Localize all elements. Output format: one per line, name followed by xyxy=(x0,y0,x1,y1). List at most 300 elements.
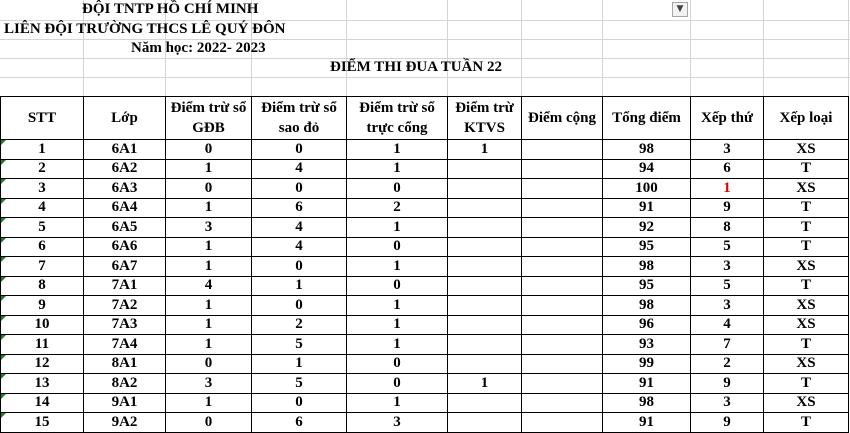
error-marker-icon xyxy=(1,394,6,399)
cell-value: 1 xyxy=(393,257,401,274)
table-cell[interactable] xyxy=(84,237,166,257)
table-cell[interactable] xyxy=(252,315,347,335)
table-row xyxy=(1,276,849,296)
cell-value: 4 xyxy=(204,277,213,294)
table-cell[interactable] xyxy=(84,315,166,335)
cell-value: T xyxy=(800,160,811,177)
table-cell[interactable] xyxy=(84,374,166,394)
cell-value: 8 xyxy=(723,218,731,235)
table-cell[interactable] xyxy=(764,198,849,218)
cell-value: 100 xyxy=(635,179,658,196)
table-cell[interactable] xyxy=(764,140,849,160)
cell-value: 98 xyxy=(639,296,654,313)
table-cell[interactable] xyxy=(603,237,691,257)
table-cell[interactable] xyxy=(166,237,252,257)
table-cell[interactable] xyxy=(252,354,347,374)
table-cell[interactable] xyxy=(522,335,603,355)
table-cell[interactable] xyxy=(764,159,849,179)
table-cell[interactable] xyxy=(448,276,522,296)
column-header-class[interactable]: Lớp xyxy=(84,97,166,140)
table-cell[interactable] xyxy=(691,140,764,160)
table-cell[interactable] xyxy=(764,296,849,316)
table-cell[interactable] xyxy=(448,315,522,335)
cell-value: 95 xyxy=(639,277,654,294)
table-cell[interactable] xyxy=(603,140,691,160)
table-cell[interactable] xyxy=(691,159,764,179)
table-cell[interactable] xyxy=(84,179,166,199)
cell-value: 91 xyxy=(639,199,654,216)
table-cell[interactable] xyxy=(603,179,691,199)
table-cell[interactable] xyxy=(166,198,252,218)
table-cell[interactable] xyxy=(691,198,764,218)
cell-value: 4 xyxy=(295,238,303,255)
cell-value: 3 xyxy=(723,257,731,274)
cell-value: 13 xyxy=(34,374,50,391)
table-cell[interactable] xyxy=(252,237,347,257)
table-cell[interactable] xyxy=(603,393,691,413)
table-cell[interactable] xyxy=(522,413,603,433)
table-cell[interactable] xyxy=(84,393,166,413)
error-marker-icon xyxy=(1,257,6,262)
table-cell[interactable] xyxy=(252,393,347,413)
cell-value: T xyxy=(800,374,811,391)
cell-value: 3 xyxy=(723,394,731,411)
table-cell[interactable] xyxy=(764,237,849,257)
table-cell[interactable] xyxy=(691,413,764,433)
table-cell[interactable] xyxy=(522,354,603,374)
error-marker-icon xyxy=(1,277,6,282)
table-cell[interactable] xyxy=(252,296,347,316)
table-cell[interactable] xyxy=(522,393,603,413)
table-cell[interactable] xyxy=(347,296,448,316)
cell-value: 4 xyxy=(38,199,46,216)
table-cell[interactable] xyxy=(522,198,603,218)
table-cell[interactable] xyxy=(84,257,166,277)
table-cell[interactable] xyxy=(84,140,166,160)
cell-value: 1 xyxy=(204,296,213,313)
table-cell[interactable] xyxy=(347,413,448,433)
table-row xyxy=(1,159,849,179)
cell-value: T xyxy=(800,277,811,294)
table-cell[interactable] xyxy=(448,296,522,316)
cell-value: 7A1 xyxy=(111,277,138,294)
table-cell[interactable] xyxy=(252,335,347,355)
table-cell[interactable] xyxy=(522,218,603,238)
cell-value: 2 xyxy=(38,160,46,177)
table-row xyxy=(1,413,849,433)
cell-value: 1 xyxy=(204,199,213,216)
table-cell[interactable] xyxy=(252,198,347,218)
table-cell[interactable] xyxy=(448,257,522,277)
table-cell[interactable] xyxy=(603,374,691,394)
gridline xyxy=(763,0,764,96)
cell-value: 7 xyxy=(38,257,46,274)
cell-value: 6 xyxy=(295,413,303,430)
table-row xyxy=(1,296,849,316)
cell-value: 1 xyxy=(38,140,46,157)
cell-value: 6A3 xyxy=(111,179,138,196)
table-cell[interactable] xyxy=(252,257,347,277)
cell-value: 9 xyxy=(723,374,731,391)
cell-value: 0 xyxy=(295,140,303,157)
table-cell[interactable] xyxy=(522,315,603,335)
cell-value: 1 xyxy=(204,160,213,177)
table-cell[interactable] xyxy=(764,393,849,413)
table-cell[interactable] xyxy=(603,315,691,335)
table-cell[interactable] xyxy=(347,159,448,179)
column-header-gdb[interactable]: Điểm trừ sổ GĐB xyxy=(166,97,252,140)
table-cell[interactable] xyxy=(691,218,764,238)
table-cell[interactable] xyxy=(252,276,347,296)
table-cell[interactable] xyxy=(84,276,166,296)
cell-value: 1 xyxy=(393,160,401,177)
table-cell[interactable] xyxy=(1,413,84,433)
column-header-diem-cong[interactable]: Điểm cộng xyxy=(522,97,603,140)
table-cell[interactable] xyxy=(166,276,252,296)
cell-value: 6A2 xyxy=(111,160,138,177)
cell-value: T xyxy=(800,335,811,352)
table-cell[interactable] xyxy=(347,393,448,413)
table-cell[interactable] xyxy=(1,198,84,218)
cell-value: 1 xyxy=(480,140,489,157)
table-cell[interactable] xyxy=(347,198,448,218)
column-header-ktvs[interactable]: Điểm trừ KTVS xyxy=(448,97,522,140)
school-name: LIÊN ĐỘI TRƯỜNG THCS LÊ QUÝ ĐÔN xyxy=(4,21,286,37)
table-cell[interactable] xyxy=(448,335,522,355)
table-cell[interactable] xyxy=(1,393,84,413)
table-cell[interactable] xyxy=(252,140,347,160)
cell-value: 1 xyxy=(204,257,213,274)
gridline xyxy=(0,39,850,40)
table-cell[interactable] xyxy=(84,218,166,238)
table-cell[interactable] xyxy=(603,218,691,238)
table-cell[interactable] xyxy=(166,218,252,238)
table-cell[interactable] xyxy=(764,218,849,238)
table-cell[interactable] xyxy=(166,296,252,316)
cell-value: 99 xyxy=(639,355,654,372)
table-cell[interactable] xyxy=(764,276,849,296)
table-cell[interactable] xyxy=(522,296,603,316)
cell-value: T xyxy=(800,218,811,235)
table-cell[interactable] xyxy=(448,218,522,238)
filter-dropdown-button[interactable] xyxy=(672,2,688,17)
table-cell[interactable] xyxy=(1,354,84,374)
cell-value: 0 xyxy=(393,355,401,372)
cell-value: 12 xyxy=(34,355,50,372)
column-header-truc-cong[interactable]: Điểm trừ sổ trực cổng xyxy=(347,97,448,140)
cell-value: 98 xyxy=(639,394,654,411)
cell-value: 92 xyxy=(639,218,654,235)
table-cell[interactable] xyxy=(764,374,849,394)
cell-value: 9A1 xyxy=(111,394,138,411)
chevron-down-icon: ▼ xyxy=(676,4,684,14)
table-cell[interactable] xyxy=(347,257,448,277)
cell-value: 14 xyxy=(34,394,50,411)
table-row xyxy=(1,374,849,394)
gridline xyxy=(602,0,603,96)
table-cell[interactable] xyxy=(347,315,448,335)
table-cell[interactable] xyxy=(347,335,448,355)
gridline xyxy=(521,0,522,96)
table-cell[interactable] xyxy=(448,413,522,433)
cell-value: 6A6 xyxy=(111,238,138,255)
cell-value: 3 xyxy=(204,218,213,235)
cell-value: 0 xyxy=(393,374,401,391)
table-cell[interactable] xyxy=(252,413,347,433)
table-cell[interactable] xyxy=(603,276,691,296)
table-cell[interactable] xyxy=(1,335,84,355)
table-cell[interactable] xyxy=(347,218,448,238)
cell-value: T xyxy=(800,413,811,430)
error-marker-icon xyxy=(1,355,6,360)
table-cell[interactable] xyxy=(764,354,849,374)
table-cell[interactable] xyxy=(448,393,522,413)
table-cell[interactable] xyxy=(603,335,691,355)
cell-value: 96 xyxy=(639,316,654,333)
table-cell[interactable] xyxy=(691,237,764,257)
cell-value: XS xyxy=(796,394,816,411)
cell-value: 0 xyxy=(204,413,213,430)
table-row xyxy=(1,335,849,355)
table-cell[interactable] xyxy=(1,296,84,316)
table-cell[interactable] xyxy=(1,374,84,394)
table-cell[interactable] xyxy=(84,198,166,218)
table-row xyxy=(1,218,849,238)
cell-value: 6A4 xyxy=(111,199,138,216)
table-cell[interactable] xyxy=(252,218,347,238)
table-cell[interactable] xyxy=(691,354,764,374)
cell-value: 8A2 xyxy=(111,374,138,391)
cell-value: 7A4 xyxy=(111,335,138,352)
table-cell[interactable] xyxy=(166,179,252,199)
error-marker-icon xyxy=(1,316,6,321)
gridline xyxy=(0,77,850,78)
column-header-stt[interactable]: STT xyxy=(1,97,84,140)
cell-value: 4 xyxy=(295,160,303,177)
table-cell[interactable] xyxy=(84,413,166,433)
table-row xyxy=(1,393,849,413)
table-cell[interactable] xyxy=(166,354,252,374)
cell-value: 5 xyxy=(723,238,731,255)
table-cell[interactable] xyxy=(764,257,849,277)
cell-value: 6A5 xyxy=(111,218,138,235)
cell-value: 1 xyxy=(393,316,401,333)
cell-value: 1 xyxy=(480,374,489,391)
cell-value: 0 xyxy=(393,179,401,196)
cell-value: 95 xyxy=(639,238,654,255)
table-cell[interactable] xyxy=(603,198,691,218)
cell-value: 0 xyxy=(295,394,303,411)
error-marker-icon xyxy=(1,374,6,379)
table-row xyxy=(1,315,849,335)
cell-value: 1 xyxy=(295,355,303,372)
table-cell[interactable] xyxy=(448,237,522,257)
table-cell[interactable] xyxy=(764,413,849,433)
table-cell[interactable] xyxy=(603,257,691,277)
table-cell[interactable] xyxy=(166,257,252,277)
cell-value: 1 xyxy=(204,394,213,411)
cell-value: T xyxy=(800,238,811,255)
cell-value: 7 xyxy=(723,335,731,352)
table-cell[interactable] xyxy=(522,159,603,179)
table-cell[interactable] xyxy=(764,335,849,355)
table-cell[interactable] xyxy=(764,179,849,199)
cell-value: 0 xyxy=(204,179,213,196)
cell-value: 6 xyxy=(723,160,731,177)
table-cell[interactable] xyxy=(522,237,603,257)
table-cell[interactable] xyxy=(84,159,166,179)
cell-value: 1 xyxy=(295,277,303,294)
table-cell[interactable] xyxy=(691,276,764,296)
table-cell[interactable] xyxy=(448,140,522,160)
cell-value: XS xyxy=(796,257,816,274)
cell-value: 7A2 xyxy=(111,296,138,313)
cell-value: 2 xyxy=(393,199,401,216)
cell-value: 9 xyxy=(723,199,731,216)
table-row xyxy=(1,237,849,257)
error-marker-icon xyxy=(1,140,6,145)
table-cell[interactable] xyxy=(347,276,448,296)
table-cell[interactable] xyxy=(347,179,448,199)
cell-value: 1 xyxy=(393,335,401,352)
table-cell[interactable] xyxy=(1,159,84,179)
table-cell[interactable] xyxy=(166,159,252,179)
cell-value: 1 xyxy=(204,316,213,333)
cell-value: XS xyxy=(796,140,816,157)
table-cell[interactable] xyxy=(166,374,252,394)
cell-value: XS xyxy=(796,355,816,372)
table-cell[interactable] xyxy=(691,296,764,316)
cell-value: 15 xyxy=(34,413,50,430)
cell-value: 5 xyxy=(38,218,46,235)
table-cell[interactable] xyxy=(603,413,691,433)
table-cell[interactable] xyxy=(448,354,522,374)
table-cell[interactable] xyxy=(166,315,252,335)
table-cell[interactable] xyxy=(84,354,166,374)
error-marker-icon xyxy=(1,413,6,418)
table-cell[interactable] xyxy=(522,374,603,394)
column-header-tong-diem[interactable]: Tổng điểm xyxy=(603,97,691,140)
sheet-title: ĐIỂM THI ĐUA TUẦN 22 xyxy=(330,59,502,75)
cell-value: XS xyxy=(796,316,816,333)
table-row xyxy=(1,257,849,277)
school-year: Năm học: 2022- 2023 xyxy=(131,40,266,56)
table-cell[interactable] xyxy=(166,335,252,355)
cell-value: 1 xyxy=(723,179,731,196)
cell-value: 1 xyxy=(393,140,401,157)
table-cell[interactable] xyxy=(84,296,166,316)
cell-value: 8 xyxy=(38,277,46,294)
table-cell[interactable] xyxy=(347,374,448,394)
error-marker-icon xyxy=(1,238,6,243)
cell-value: 8A1 xyxy=(111,355,138,372)
table-cell[interactable] xyxy=(603,354,691,374)
table-cell[interactable] xyxy=(691,393,764,413)
table-cell[interactable] xyxy=(252,159,347,179)
table-cell[interactable] xyxy=(166,393,252,413)
table-cell[interactable] xyxy=(764,315,849,335)
cell-value: 9A2 xyxy=(111,413,138,430)
table-cell[interactable] xyxy=(1,276,84,296)
table-cell[interactable] xyxy=(522,276,603,296)
cell-value: 1 xyxy=(204,335,213,352)
table-row xyxy=(1,354,849,374)
column-header-sao-do[interactable]: Điểm trừ sổ sao đỏ xyxy=(252,97,347,140)
gridline xyxy=(346,0,347,96)
table-cell[interactable] xyxy=(252,179,347,199)
cell-value: 4 xyxy=(295,218,303,235)
table-cell[interactable] xyxy=(347,140,448,160)
table-cell[interactable] xyxy=(347,237,448,257)
cell-value: 1 xyxy=(393,218,401,235)
error-marker-icon xyxy=(1,335,6,340)
cell-value: 91 xyxy=(639,413,654,430)
table-cell[interactable] xyxy=(691,374,764,394)
table-cell[interactable] xyxy=(1,218,84,238)
cell-value: 0 xyxy=(204,355,213,372)
table-body xyxy=(1,140,849,433)
cell-value: 11 xyxy=(34,335,50,352)
table-cell[interactable] xyxy=(448,159,522,179)
table-cell[interactable] xyxy=(691,315,764,335)
cell-value: 0 xyxy=(393,238,401,255)
cell-value: 0 xyxy=(295,257,303,274)
cell-value: XS xyxy=(796,296,816,313)
cell-value: 91 xyxy=(639,374,654,391)
table-cell[interactable] xyxy=(1,257,84,277)
cell-value: 9 xyxy=(723,413,731,430)
table-cell[interactable] xyxy=(522,179,603,199)
cell-value: 2 xyxy=(295,316,303,333)
cell-value: 6A7 xyxy=(111,257,138,274)
cell-value: 2 xyxy=(723,355,731,372)
gridline xyxy=(447,0,448,96)
cell-value: 0 xyxy=(204,140,213,157)
table-cell[interactable] xyxy=(166,140,252,160)
table-cell[interactable] xyxy=(448,374,522,394)
cell-value: 1 xyxy=(204,238,213,255)
cell-value: 7A3 xyxy=(111,316,138,333)
cell-value: 5 xyxy=(295,335,303,352)
table-cell[interactable] xyxy=(1,315,84,335)
table-cell[interactable] xyxy=(691,257,764,277)
error-marker-icon xyxy=(1,160,6,165)
table-cell[interactable] xyxy=(1,237,84,257)
table-cell[interactable] xyxy=(603,296,691,316)
table-cell[interactable] xyxy=(448,198,522,218)
column-header-xep-thu[interactable]: Xếp thứ xyxy=(691,97,764,140)
cell-value: 6A1 xyxy=(111,140,138,157)
table-cell[interactable] xyxy=(1,140,84,160)
table-cell[interactable] xyxy=(166,413,252,433)
table-cell[interactable] xyxy=(522,257,603,277)
cell-value: 6 xyxy=(295,199,303,216)
table-cell[interactable] xyxy=(448,179,522,199)
table-cell[interactable] xyxy=(252,374,347,394)
table-cell[interactable] xyxy=(1,179,84,199)
table-cell[interactable] xyxy=(691,179,764,199)
org-name: ĐỘI TNTP HỒ CHÍ MINH xyxy=(82,1,259,17)
table-cell[interactable] xyxy=(84,335,166,355)
column-header-xep-loai[interactable]: Xếp loại xyxy=(764,97,849,140)
table-cell[interactable] xyxy=(691,335,764,355)
cell-value: 3 xyxy=(204,374,213,391)
cell-value: 3 xyxy=(38,179,46,196)
table-cell[interactable] xyxy=(603,159,691,179)
table-cell[interactable] xyxy=(347,354,448,374)
error-marker-icon xyxy=(1,179,6,184)
table-cell[interactable] xyxy=(522,140,603,160)
